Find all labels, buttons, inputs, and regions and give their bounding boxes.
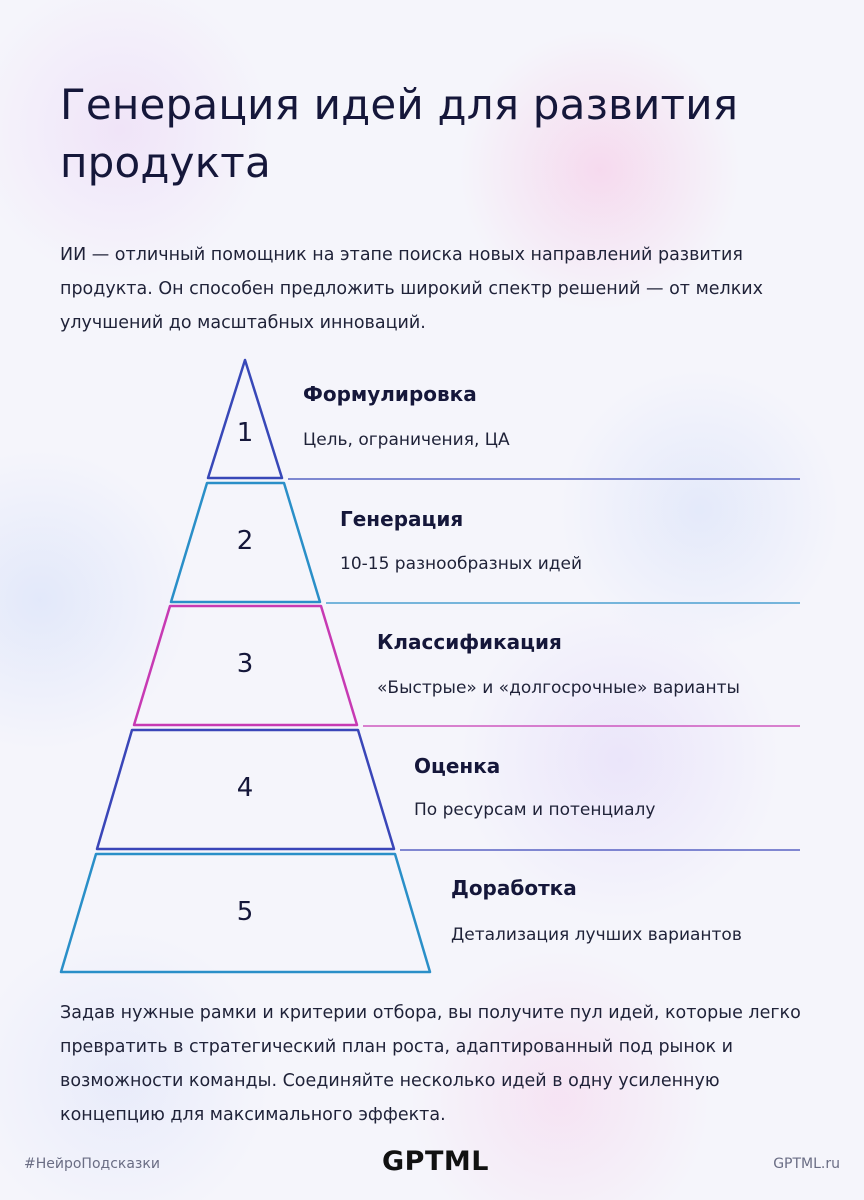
- page-title: Генерация идей для развития продукта: [60, 80, 739, 187]
- step-4-title: Оценка: [414, 754, 501, 778]
- step-5-number: 5: [236, 897, 254, 927]
- step-2-title: Генерация: [340, 507, 464, 531]
- intro-paragraph: ИИ — отличный помощник на этапе поиска новых направлений развития продукта. Он способен предложить широкий спектр решений — от мелких улучшений до масштабных инноваций.: [60, 245, 764, 333]
- step-5-title: Доработка: [451, 876, 577, 900]
- hashtag-label: #НейроПодсказки: [24, 1156, 160, 1172]
- step-4-description: По ресурсам и потенциалу: [414, 800, 656, 820]
- step-4-number: 4: [236, 773, 254, 803]
- step-5-description: Детализация лучших вариантов: [451, 925, 742, 945]
- step-3-title: Классификация: [377, 630, 562, 654]
- step-3-number: 3: [236, 649, 254, 679]
- step-2-number: 2: [236, 526, 254, 556]
- outro-paragraph: Задав нужные рамки и критерии отбора, вы получите пул идей, которые легко превратить в стратегический план роста, адаптированный под рынок и возможности команды. Соединяйте несколько идей в одну усиленную концепцию для максимального эффекта.: [60, 1003, 801, 1125]
- step-3-description: «Быстрые» и «долгосрочные» варианты: [377, 678, 740, 698]
- step-1-description: Цель, ограничения, ЦА: [303, 430, 510, 450]
- step-2-description: 10-15 разнообразных идей: [340, 554, 583, 574]
- site-link[interactable]: GPTML.ru: [773, 1156, 840, 1172]
- brand-logo: GPTML: [382, 1146, 489, 1177]
- step-1-number: 1: [236, 418, 254, 448]
- step-1-title: Формулировка: [303, 382, 477, 406]
